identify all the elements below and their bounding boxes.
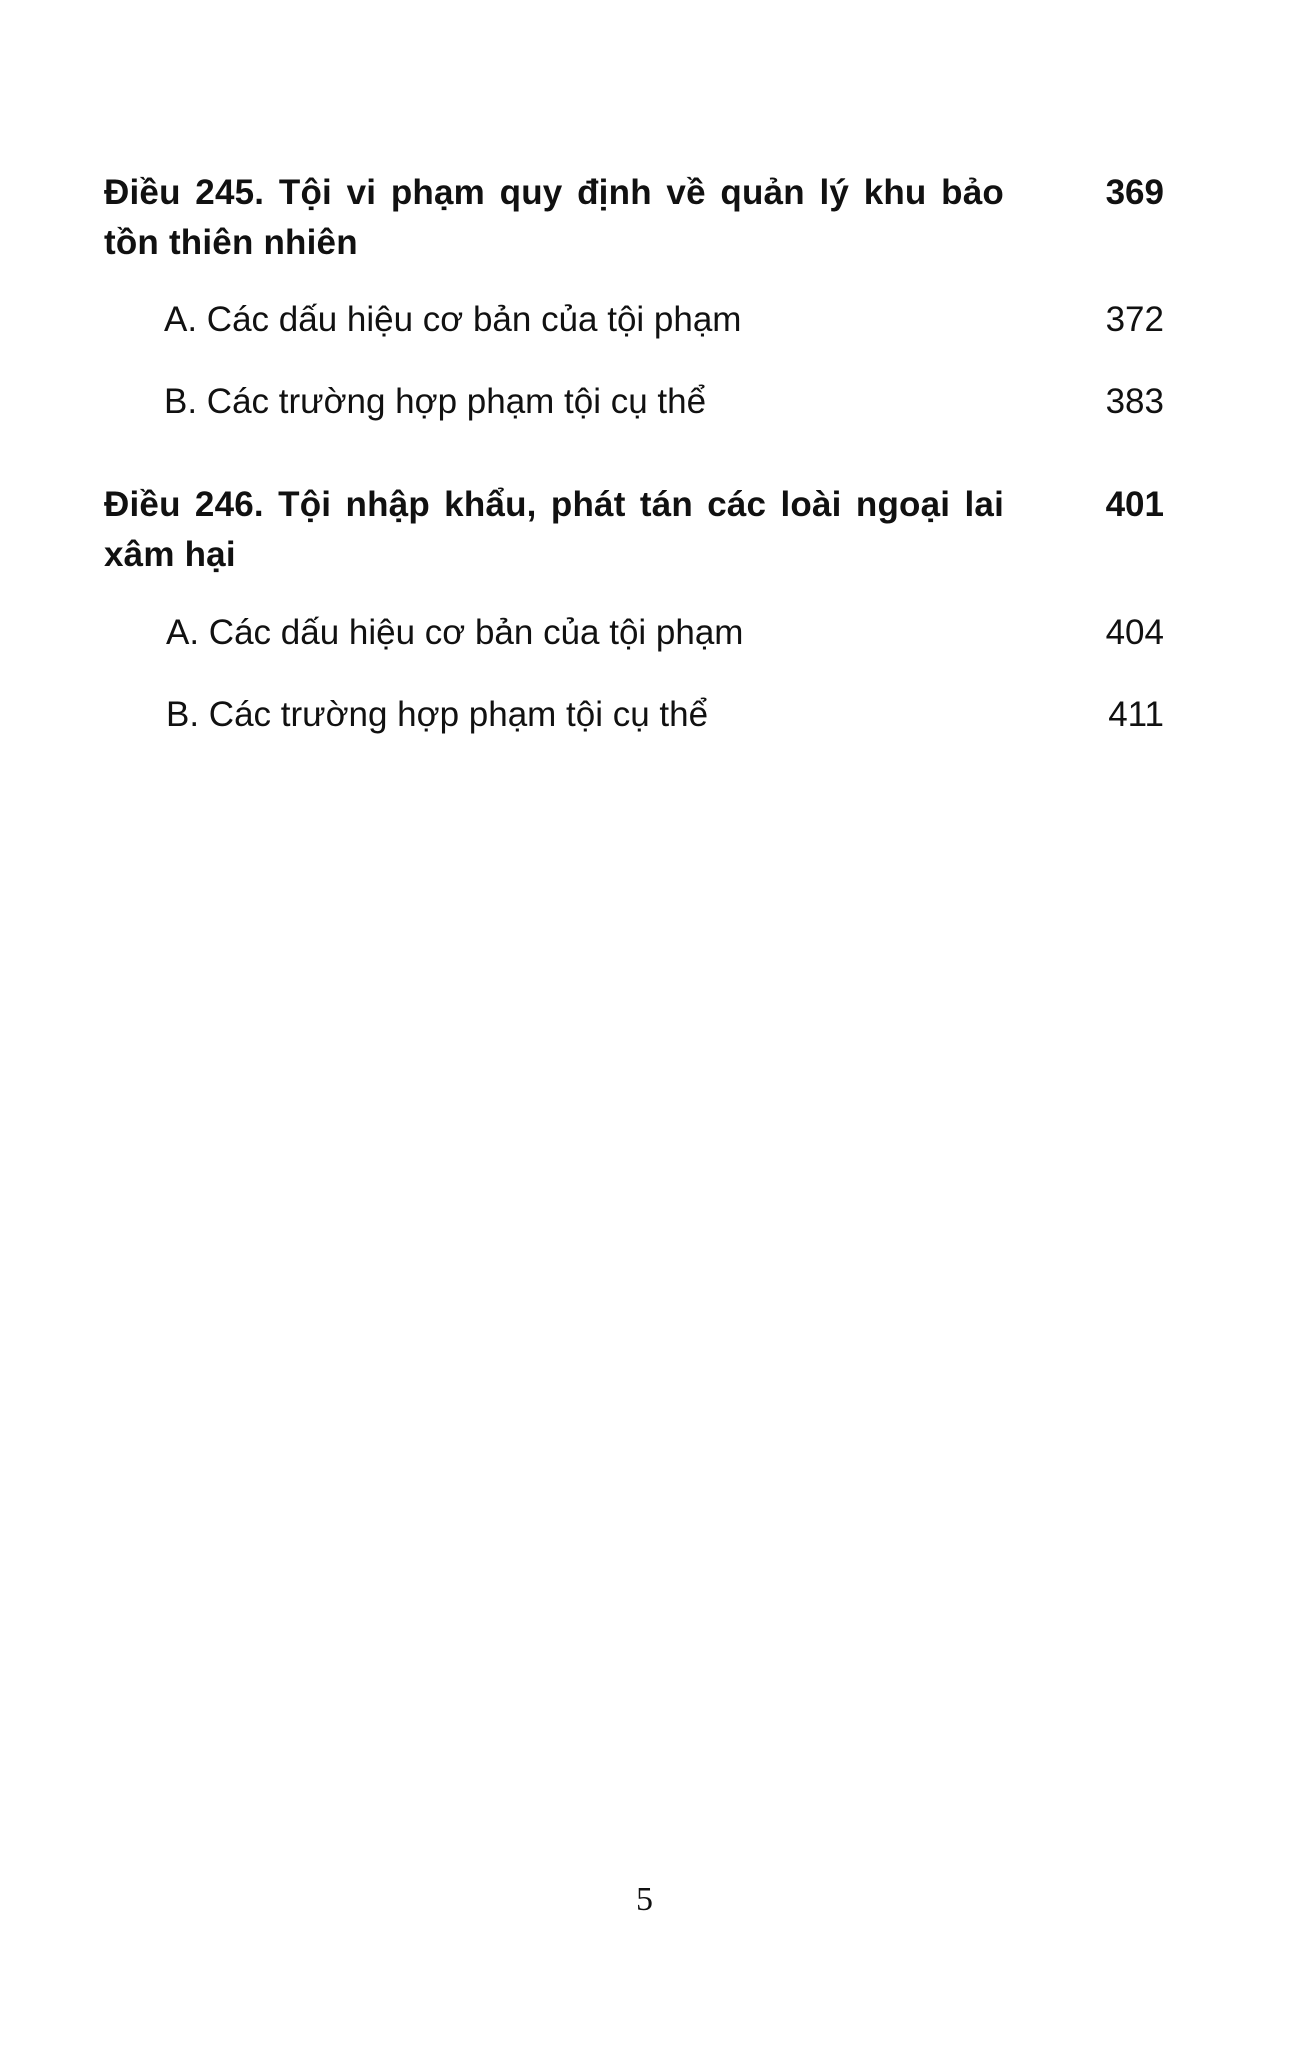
- toc-article-page-number: 369: [1105, 173, 1164, 212]
- toc-section-page-number: 383: [1105, 382, 1164, 421]
- toc-section-label: B. Các trường hợp phạm tội cụ thể: [166, 695, 709, 734]
- toc-section-label: A. Các dấu hiệu cơ bản của tội phạm: [164, 300, 742, 339]
- toc-article-title: Điều 246. Tội nhập khẩu, phát tán các loài ngoại lai xâm hại: [104, 485, 1004, 574]
- toc-section-row: [166, 690, 1164, 740]
- toc-section-label: B. Các trường hợp phạm tội cụ thể: [164, 382, 707, 421]
- toc-section-row: [166, 608, 1164, 658]
- toc-section-row: [164, 377, 1164, 427]
- toc-article-title: Điều 245. Tội vi phạm quy định về quản lý khu bảo tồn thiên nhiên: [104, 173, 1004, 262]
- toc-section-row: [164, 295, 1164, 345]
- toc-section-page-number: 411: [1108, 695, 1164, 734]
- toc-section-label: A. Các dấu hiệu cơ bản của tội phạm: [166, 613, 744, 652]
- toc-article-page-number: 401: [1105, 485, 1164, 524]
- toc-section-page-number: 372: [1105, 300, 1164, 339]
- toc-section-page-number: 404: [1105, 613, 1164, 652]
- page-number: 5: [636, 1881, 653, 1918]
